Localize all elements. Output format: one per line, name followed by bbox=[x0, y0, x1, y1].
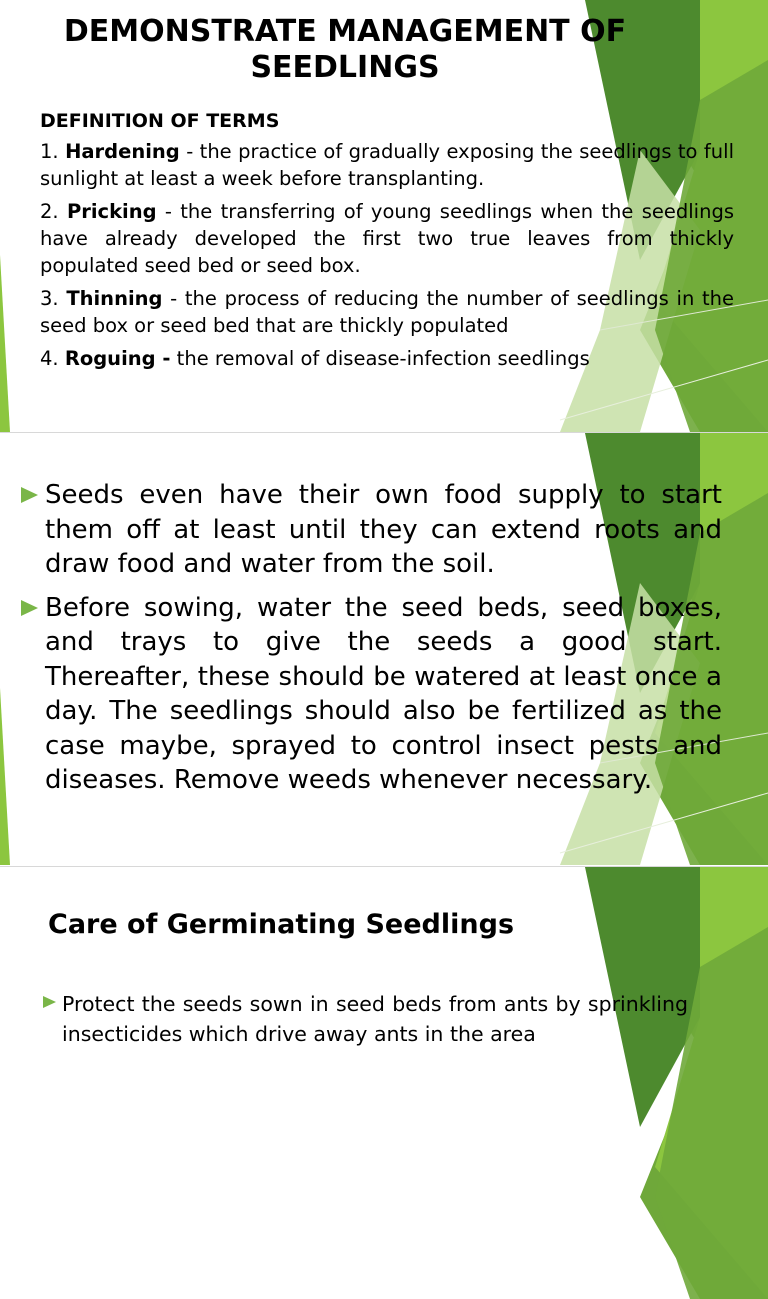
bullet-seed-food-supply: Seeds even have their own food supply to start them off at least until they can extend roots and draw food and water from the soil. bbox=[18, 478, 722, 582]
bullet-arrow-icon bbox=[43, 996, 56, 1008]
bullet-arrow-icon bbox=[21, 487, 38, 503]
term-hardening: 1. Hardening - the practice of gradually exposing the seedlings to full sunlight at least a week before transplanting. bbox=[40, 140, 734, 190]
definition-heading: DEFINITION OF TERMS bbox=[40, 110, 280, 132]
section-heading: Care of Germinating Seedlings bbox=[48, 909, 515, 940]
term-pricking: 2. Pricking - the transferring of young seedlings when the seedlings have already developed the first two true leaves from thickly populated seed bed or seed box. bbox=[40, 200, 734, 277]
slide-1 bbox=[0, 0, 768, 432]
bullet-protect-seeds: Protect the seeds sown in seed beds from ants by sprinkling insecticides which drive away ants in the area bbox=[40, 989, 688, 1049]
slide-3 bbox=[0, 867, 768, 1046]
term-roguing: 4. Roguing - the removal of disease-infection seedlings bbox=[40, 347, 590, 370]
slide-title: DEMONSTRATE MANAGEMENT OF SEEDLINGS bbox=[63, 14, 627, 85]
bullet-before-sowing: Before sowing, water the seed beds, seed boxes, and trays to give the seeds a good start. Thereafter, these should be watered at least once a day. The seedlings should also be fertilized as the case maybe, sprayed to control insect pests and diseases. Remove weeds whenever necessary. bbox=[18, 591, 722, 798]
slide-2 bbox=[0, 433, 768, 865]
term-thinning: 3. Thinning - the process of reducing the number of seedlings in the seed box or seed bed that are thickly populated bbox=[40, 287, 735, 337]
bullet-arrow-icon bbox=[21, 600, 38, 616]
